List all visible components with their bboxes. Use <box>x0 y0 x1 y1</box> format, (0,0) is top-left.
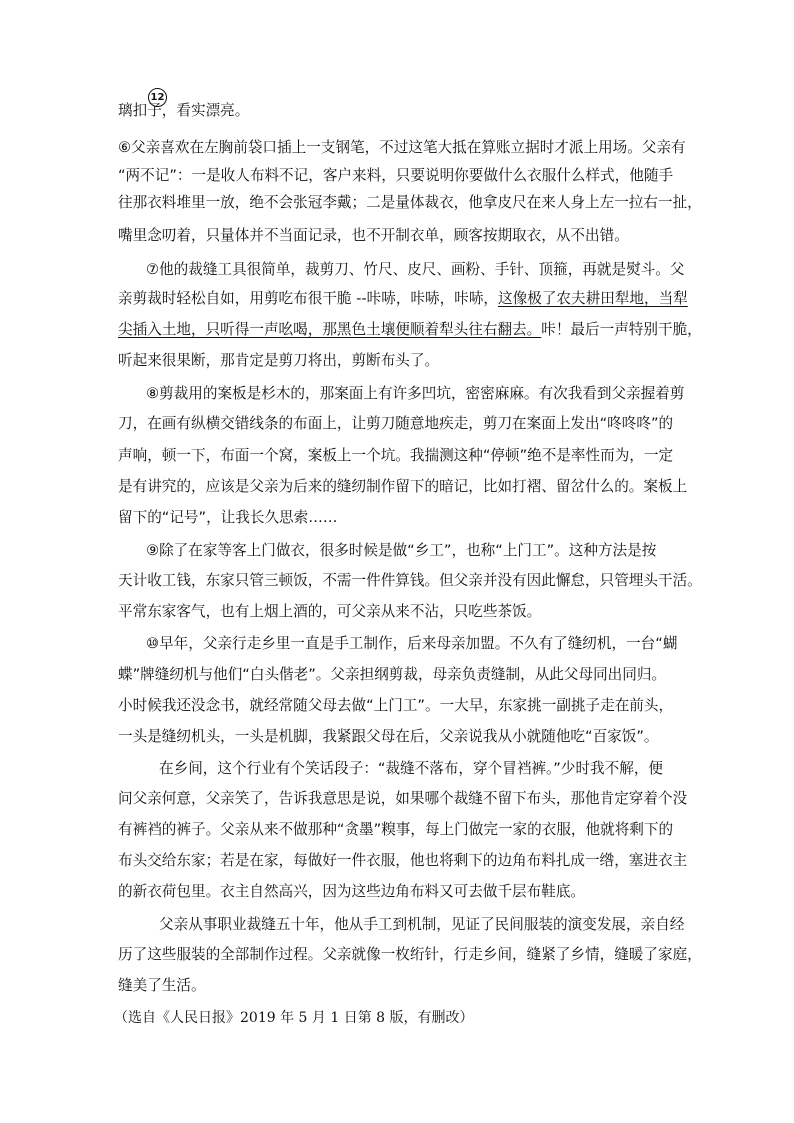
paragraph-7-line-1: ⑦他的裁缝工具很简单，裁剪刀、竹尺、皮尺、画粉、手针、顶箍，再就是熨斗。父 <box>146 261 685 278</box>
text-line: 天计收工钱，东家只管三顿饭，不需一件件算钱。但父亲并没有因此懈怠，只管埋头干活。 <box>118 572 702 589</box>
text-line: 嘴里念叨着，只量体并不当面记录，也不开制衣单，顾客按期取衣，从不出错。 <box>118 227 629 244</box>
underlined-text: 这像极了农夫耕田犁地，当犁 <box>498 290 688 307</box>
underlined-text: 尖插入土地，只听得一声吆喝，那黑色土壤便顺着犁头往右翻去。 <box>118 321 542 338</box>
text-line: 布头交给东家；若是在家，每做好一件衣服，他也将剩下的边角布料扎成一绺，塞进衣主 <box>118 852 688 869</box>
paragraph-8-line-1: ⑧剪裁用的案板是杉木的，那案面上有许多凹坑，密密麻麻。有次我看到父亲握着剪 <box>146 385 685 402</box>
text-line: 璃扣子，看实漂亮。 <box>118 102 250 119</box>
text-line: 往那衣料堆里一放，绝不会张冠李戴；二是量体裁衣，他拿皮尺在来人身上左一拉右一扯， <box>118 194 702 211</box>
paragraph-10-line-1: ⑩早年，父亲行走乡里一直是手工制作，后来母亲加盟。不久有了缝纫机，一台“蝴 <box>146 635 678 652</box>
text-line: 是有讲究的，应该是父亲为后来的缝纫制作留下的暗记，比如打褶、留岔什么的。案板上 <box>118 478 688 495</box>
text-line: “两不记”：一是收人布料不记，客户来料，只要说明你要做什么衣服什么样式，他随手 <box>118 167 674 184</box>
text-line: 历了这些服装的全部制作过程。父亲就像一枚绗针，行走乡间，缝紧了乡情，缝暖了家庭， <box>118 946 702 963</box>
text-line: 缝美了生活。 <box>118 977 206 994</box>
text-line: 平常东家客气，也有上烟上酒的，可父亲从来不沾，只吃些茶饭。 <box>118 603 542 620</box>
text-line: 的新衣荷包里。衣主自然高兴，因为这些边角布料又可去做千层布鞋底。 <box>118 883 586 900</box>
text-line <box>118 320 702 340</box>
text-line <box>118 289 688 309</box>
paragraph-9-line-1: ⑨除了在家等客上门做衣，很多时候是做“乡工”，也称“上门工”。这种方法是按 <box>146 542 657 559</box>
text-line: 蝶”牌缝纫机与他们“白头偕老”。父亲担纲剪裁，母亲负责缝制，从此父母同出同归。 <box>118 666 667 683</box>
source-citation: （选自《人民日报》2019 年 5 月 1 日第 8 版，有删改） <box>114 1010 474 1026</box>
paragraph-6-line-1: ⑥父亲喜欢在左胸前袋口插上一支钢笔，不过这笔大抵在算账立据时才派上用场。父亲有 <box>118 139 686 156</box>
text-line: 小时候我还没念书，就经常随父母去做“上门工”。一大早，东家挑一副挑子走在前头， <box>118 697 674 714</box>
paragraph-12-line-1: 父亲从事职业裁缝五十年，他从手工到机制，见证了民间服装的演变发展，亲自经 <box>159 916 685 933</box>
footnote-marker: 12 <box>148 88 167 107</box>
text-line: 问父亲何意，父亲笑了，告诉我意思是说，如果哪个裁缝不留下布头，那他肯定穿着个没 <box>118 790 688 807</box>
text-segment: 咔！最后一声特别干脆， <box>541 321 702 338</box>
text-line: 刀，在画有纵横交错线条的布面上，让剪刀随意地疾走，剪刀在案面上发出“咚咚咚”的 <box>118 415 674 432</box>
text-line: 留下的“记号”，让我长久思索…… <box>118 509 338 526</box>
text-line: 听起来很果断，那肯定是剪刀将出，剪断布头了。 <box>118 352 440 369</box>
text-line: 一头是缝纫机头，一头是机脚，我紧跟父母在后，父亲说我从小就随他吃“百家饭”。 <box>118 728 659 745</box>
text-line: 声响，顿一下，布面一个窝，案板上一个坑。我揣测这种“停顿”绝不是率性而为，一定 <box>118 447 674 464</box>
paragraph-11-line-1: 在乡间，这个行业有个笑话段子：“裁缝不落布，穿个冒裆裤。”少时我不解，便 <box>159 760 664 777</box>
text-line: 有裤裆的裤子。父亲从来不做那种“贪墨”糗事，每上门做完一家的衣服，他就将剩下的 <box>118 821 674 838</box>
text-segment: 亲剪裁时轻松自如，用剪吃布很干脆 --咔哧，咔哧，咔哧， <box>118 290 499 307</box>
